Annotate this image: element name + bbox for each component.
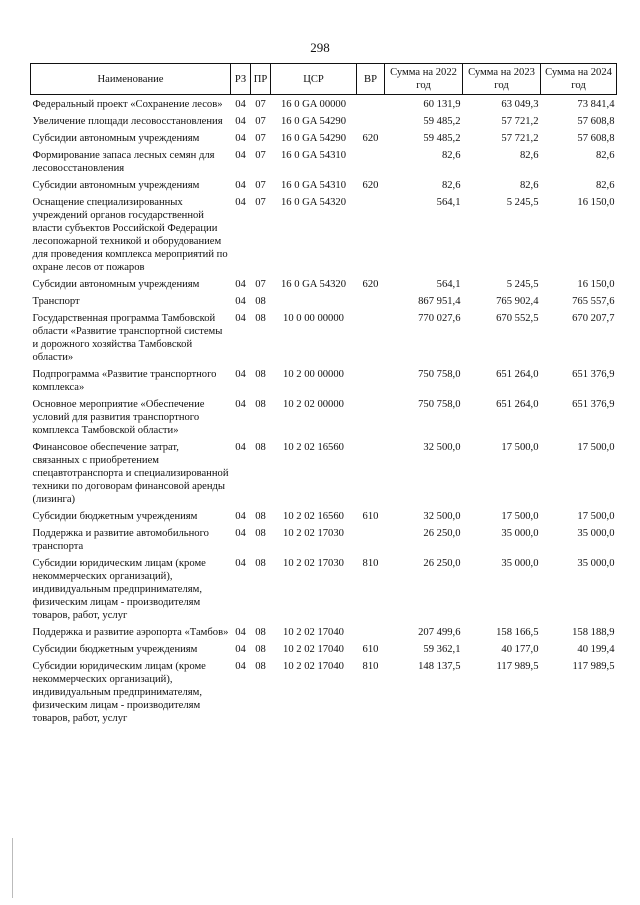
row-name: Подпрограмма «Развитие транспортного комплекса» <box>32 369 217 393</box>
table-row <box>31 312 617 368</box>
row-vr <box>357 527 385 557</box>
row-csr: 16 0 GA 54310 <box>280 150 347 161</box>
header-rz: РЗ <box>231 64 251 95</box>
table-row <box>31 510 617 527</box>
row-sum-2022: 148 137,5 <box>418 661 461 672</box>
row-name: Субсидии юридическим лицам (кроме некоммерческих организаций), индивидуальным предпринимателям, физическим лицам - производителям товаров, работ, услуг <box>32 558 206 621</box>
row-sum-2024: 16 150,0 <box>577 279 615 290</box>
row-sum-2022: 207 499,6 <box>418 627 461 638</box>
row-sum-2023: 63 049,3 <box>501 99 539 110</box>
row-csr: 10 2 02 17040 <box>283 627 344 638</box>
row-vr <box>357 98 385 115</box>
row-vr: 620 <box>362 279 379 290</box>
header-sum-2024: Сумма на 2024 год <box>541 64 617 95</box>
row-sum-2023: 651 264,0 <box>496 369 539 380</box>
table-row <box>31 179 617 196</box>
row-sum-2023: 82,6 <box>519 180 539 191</box>
row-vr <box>357 441 385 510</box>
row-vr <box>357 149 385 179</box>
row-vr: 810 <box>362 558 379 569</box>
row-csr: 10 2 02 17040 <box>283 661 344 672</box>
table-row <box>31 527 617 557</box>
table-row <box>31 441 617 510</box>
row-sum-2022: 867 951,4 <box>418 296 461 307</box>
row-name: Субсидии бюджетным учреждениям <box>32 511 198 522</box>
row-name: Субсидии юридическим лицам (кроме некоммерческих организаций), индивидуальным предпринимателям, физическим лицам - производителям товаров, работ, услуг <box>32 661 206 724</box>
row-rz: 04 <box>235 661 246 672</box>
row-sum-2022: 59 362,1 <box>423 644 461 655</box>
row-vr: 810 <box>362 661 379 672</box>
row-name: Увеличение площади лесовосстановления <box>32 116 223 127</box>
row-vr <box>357 398 385 441</box>
row-name: Основное мероприятие «Обеспечение условий для развития транспортного комплекса Тамбовской области» <box>32 399 205 436</box>
row-name: Финансовое обеспечение затрат, связанных с приобретением спецавтотранспорта и специализированной техники по договорам финансовой аренды (лизинга) <box>32 442 229 505</box>
row-sum-2023: 82,6 <box>519 150 539 161</box>
row-name: Государственная программа Тамбовской области «Развитие транспортной системы и дорожного хозяйства Тамбовской области» <box>32 313 223 363</box>
row-sum-2024: 35 000,0 <box>577 528 615 539</box>
row-vr <box>357 295 385 312</box>
table-row <box>31 398 617 441</box>
row-csr: 16 0 GA 00000 <box>280 99 347 110</box>
row-rz: 04 <box>235 442 246 453</box>
row-sum-2024: 73 841,4 <box>577 99 615 110</box>
row-rz: 04 <box>235 511 246 522</box>
row-sum-2022: 32 500,0 <box>423 511 461 522</box>
row-pr: 08 <box>255 313 266 324</box>
row-vr <box>357 368 385 398</box>
header-pr: ПР <box>251 64 271 95</box>
row-rz: 04 <box>235 296 246 307</box>
row-name: Формирование запаса лесных семян для лесовосстановления <box>32 150 215 174</box>
table-row <box>31 643 617 660</box>
header-name: Наименование <box>31 64 231 95</box>
row-vr <box>357 312 385 368</box>
table-row <box>31 368 617 398</box>
row-name: Субсидии автономным учреждениям <box>32 133 200 144</box>
row-pr: 08 <box>255 296 266 307</box>
row-pr: 07 <box>255 133 266 144</box>
row-sum-2024: 670 207,7 <box>572 313 615 324</box>
row-rz: 04 <box>235 399 246 410</box>
row-vr: 610 <box>362 644 379 655</box>
row-sum-2022: 564,1 <box>436 279 461 290</box>
row-sum-2022: 26 250,0 <box>423 528 461 539</box>
row-pr: 07 <box>255 116 266 127</box>
table-row <box>31 660 617 729</box>
row-name: Субсидии бюджетным учреждениям <box>32 644 198 655</box>
header-vr: ВР <box>357 64 385 95</box>
row-sum-2022: 59 485,2 <box>423 133 461 144</box>
row-pr: 08 <box>255 528 266 539</box>
header-csr: ЦСР <box>271 64 357 95</box>
binding-mark <box>12 838 13 898</box>
row-rz: 04 <box>235 627 246 638</box>
row-sum-2023: 5 245,5 <box>506 279 539 290</box>
row-rz: 04 <box>235 279 246 290</box>
row-rz: 04 <box>235 644 246 655</box>
row-sum-2024: 651 376,9 <box>572 399 615 410</box>
row-sum-2024: 35 000,0 <box>577 558 615 569</box>
row-sum-2022: 26 250,0 <box>423 558 461 569</box>
table-row <box>31 115 617 132</box>
row-pr: 07 <box>255 150 266 161</box>
row-name: Субсидии автономным учреждениям <box>32 279 200 290</box>
row-csr: 10 2 02 17040 <box>283 644 344 655</box>
row-pr: 08 <box>255 399 266 410</box>
table-row <box>31 196 617 278</box>
row-csr: 16 0 GA 54320 <box>280 279 347 290</box>
row-vr <box>357 196 385 278</box>
row-csr: 16 0 GA 54290 <box>280 133 347 144</box>
row-csr: 10 2 02 17030 <box>283 528 344 539</box>
row-sum-2023: 5 245,5 <box>506 197 539 208</box>
row-sum-2024: 82,6 <box>595 180 615 191</box>
row-name: Транспорт <box>32 296 80 307</box>
row-rz: 04 <box>235 150 246 161</box>
row-rz: 04 <box>235 313 246 324</box>
row-vr: 620 <box>362 180 379 191</box>
row-sum-2023: 765 902,4 <box>496 296 539 307</box>
row-csr: 16 0 GA 54310 <box>280 180 347 191</box>
table-row <box>31 132 617 149</box>
row-vr <box>357 115 385 132</box>
row-sum-2023: 17 500,0 <box>501 442 539 453</box>
row-sum-2024: 57 608,8 <box>577 116 615 127</box>
row-pr: 07 <box>255 197 266 208</box>
row-csr: 10 0 00 00000 <box>283 313 344 324</box>
row-rz: 04 <box>235 116 246 127</box>
row-csr: 10 2 00 00000 <box>283 369 344 380</box>
row-pr: 08 <box>255 558 266 569</box>
row-csr <box>271 295 357 312</box>
table-row <box>31 278 617 295</box>
row-sum-2022: 750 758,0 <box>418 399 461 410</box>
row-vr <box>357 626 385 643</box>
row-sum-2023: 57 721,2 <box>501 133 539 144</box>
row-sum-2023: 651 264,0 <box>496 399 539 410</box>
row-rz: 04 <box>235 197 246 208</box>
row-sum-2023: 158 166,5 <box>496 627 539 638</box>
table-row <box>31 557 617 626</box>
row-sum-2022: 770 027,6 <box>418 313 461 324</box>
table-row <box>31 98 617 115</box>
row-rz: 04 <box>235 180 246 191</box>
row-csr: 10 2 02 16560 <box>283 511 344 522</box>
row-sum-2023: 670 552,5 <box>496 313 539 324</box>
row-sum-2022: 564,1 <box>436 197 461 208</box>
row-pr: 08 <box>255 627 266 638</box>
row-sum-2024: 57 608,8 <box>577 133 615 144</box>
table-row <box>31 149 617 179</box>
row-csr: 16 0 GA 54320 <box>280 197 347 208</box>
row-name: Поддержка и развитие автомобильного транспорта <box>32 528 209 552</box>
row-pr: 08 <box>255 644 266 655</box>
row-csr: 10 2 02 16560 <box>283 442 344 453</box>
row-sum-2024: 17 500,0 <box>577 511 615 522</box>
header-sum-2022: Сумма на 2022 год <box>385 64 463 95</box>
row-pr: 07 <box>255 99 266 110</box>
row-name: Поддержка и развитие аэропорта «Тамбов» <box>32 627 229 638</box>
row-sum-2024: 40 199,4 <box>577 644 615 655</box>
row-rz: 04 <box>235 369 246 380</box>
row-sum-2024: 158 188,9 <box>572 627 615 638</box>
header-sum-2023: Сумма на 2023 год <box>463 64 541 95</box>
row-sum-2022: 82,6 <box>441 150 461 161</box>
row-sum-2024: 82,6 <box>595 150 615 161</box>
row-csr: 10 2 02 00000 <box>283 399 344 410</box>
row-csr: 16 0 GA 54290 <box>280 116 347 127</box>
row-sum-2022: 59 485,2 <box>423 116 461 127</box>
row-pr: 08 <box>255 661 266 672</box>
row-sum-2022: 82,6 <box>441 180 461 191</box>
row-name: Оснащение специализированных учреждений органов государственной власти субъектов Российской Федерации лесопожарной техникой и оборудованием для проведения комплекса мероприятий по охране лесов от пожаров <box>32 197 228 273</box>
row-sum-2024: 765 557,6 <box>572 296 615 307</box>
row-sum-2024: 117 989,5 <box>572 661 615 672</box>
row-rz: 04 <box>235 558 246 569</box>
page-number: 298 <box>310 40 330 55</box>
row-sum-2023: 35 000,0 <box>501 558 539 569</box>
row-pr: 08 <box>255 442 266 453</box>
row-pr: 07 <box>255 180 266 191</box>
row-sum-2024: 16 150,0 <box>577 197 615 208</box>
row-sum-2022: 32 500,0 <box>423 442 461 453</box>
row-pr: 08 <box>255 511 266 522</box>
row-vr: 620 <box>362 133 379 144</box>
row-sum-2023: 17 500,0 <box>501 511 539 522</box>
row-rz: 04 <box>235 528 246 539</box>
row-sum-2023: 35 000,0 <box>501 528 539 539</box>
row-sum-2022: 750 758,0 <box>418 369 461 380</box>
row-rz: 04 <box>235 99 246 110</box>
row-csr: 10 2 02 17030 <box>283 558 344 569</box>
row-vr: 610 <box>362 511 379 522</box>
row-sum-2024: 17 500,0 <box>577 442 615 453</box>
row-pr: 07 <box>255 279 266 290</box>
table-row <box>31 295 617 312</box>
row-sum-2023: 40 177,0 <box>501 644 539 655</box>
row-sum-2023: 117 989,5 <box>496 661 539 672</box>
row-rz: 04 <box>235 133 246 144</box>
row-sum-2024: 651 376,9 <box>572 369 615 380</box>
budget-table <box>30 63 617 729</box>
row-name: Федеральный проект «Сохранение лесов» <box>32 99 223 110</box>
row-sum-2023: 57 721,2 <box>501 116 539 127</box>
table-header-row <box>31 64 617 95</box>
row-sum-2022: 60 131,9 <box>423 99 461 110</box>
table-row <box>31 626 617 643</box>
row-name: Субсидии автономным учреждениям <box>32 180 200 191</box>
row-pr: 08 <box>255 369 266 380</box>
